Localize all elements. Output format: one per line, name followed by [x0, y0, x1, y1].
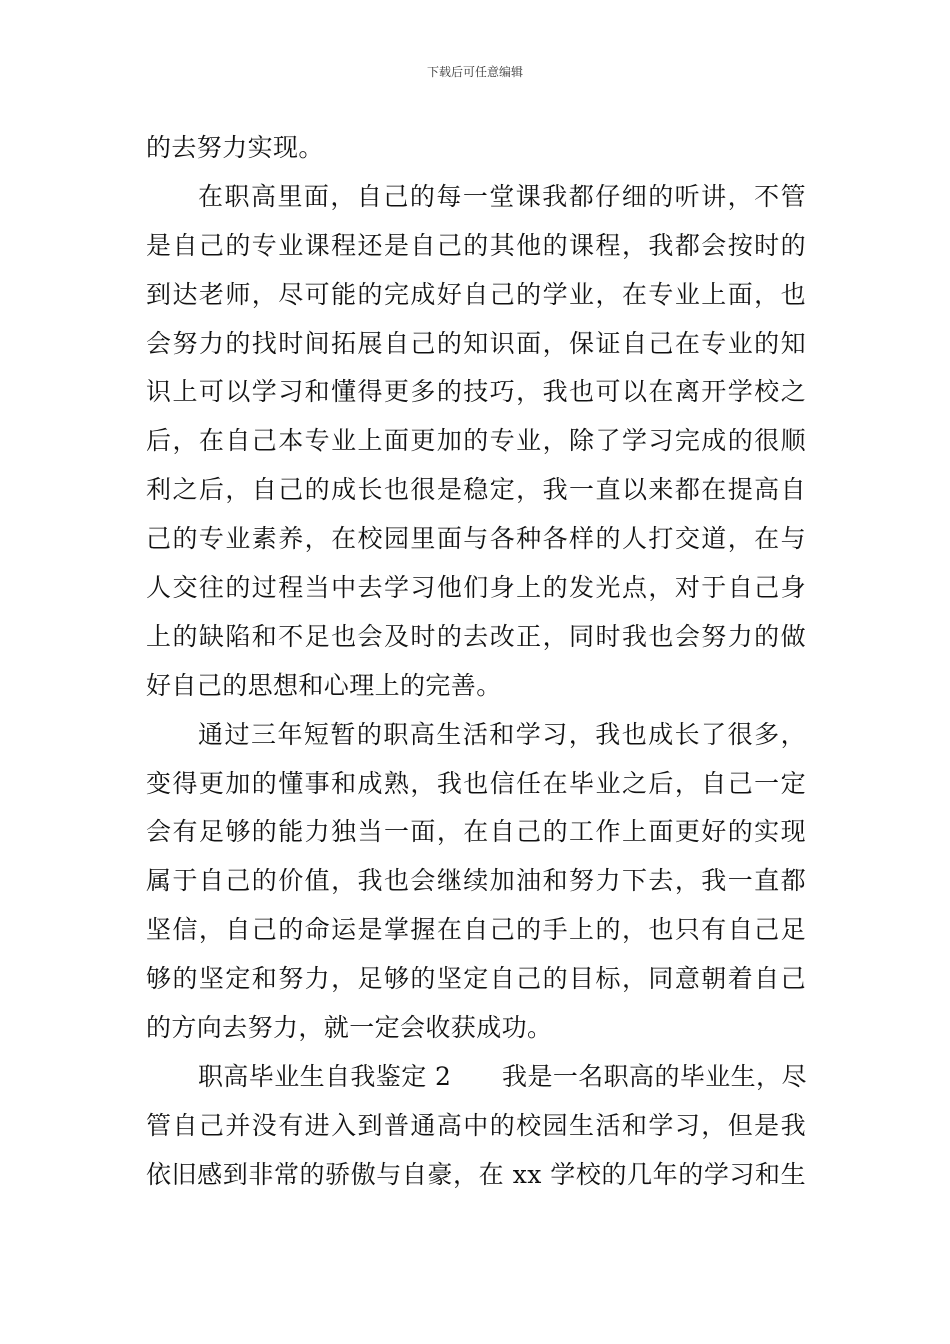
text-line: 管自己并没有进入到普通高中的校园生活和学习，但是我	[146, 1110, 806, 1140]
text-line: 利之后，自己的成长也很是稳定，我一直以来都在提高自	[146, 475, 806, 505]
text-line: 会有足够的能力独当一面，在自己的工作上面更好的实现	[146, 817, 806, 847]
text-line: 人交往的过程当中去学习他们身上的发光点，对于自己身	[146, 573, 806, 603]
document-body	[146, 124, 806, 1200]
text-line: 会努力的找时间拓展自己的知识面，保证自己在专业的知	[146, 328, 806, 358]
text-line: 的方向去努力，就一定会收获成功。	[146, 1013, 553, 1043]
text-line: 变得更加的懂事和成熟，我也信任在毕业之后，自己一定	[146, 768, 806, 798]
text-line: 依旧感到非常的骄傲与自豪，在 xx 学校的几年的学习和生	[146, 1159, 806, 1189]
text-line: 通过三年短暂的职高生活和学习，我也成长了很多，	[198, 719, 806, 749]
text-line: 职高毕业生自我鉴定 2 我是一名职高的毕业生，尽	[198, 1061, 807, 1091]
text-line: 坚信，自己的命运是掌握在自己的手上的，也只有自己足	[146, 915, 806, 945]
text-line: 的去努力实现。	[146, 133, 324, 162]
text-line: 在职高里面，自己的每一堂课我都仔细的听讲，不管	[198, 181, 806, 211]
text-line: 后，在自己本专业上面更加的专业，除了学习完成的很顺	[146, 426, 806, 456]
text-line: 己的专业素养，在校园里面与各种各样的人打交道，在与	[146, 524, 806, 554]
text-line: 属于自己的价值，我也会继续加油和努力下去，我一直都	[146, 866, 806, 896]
text-line: 上的缺陷和不足也会及时的去改正，同时我也会努力的做	[146, 621, 806, 651]
page-header: 下载后可任意编辑	[426, 65, 523, 79]
text-line: 好自己的思想和心理上的完善。	[146, 670, 502, 700]
text-line: 是自己的专业课程还是自己的其他的课程，我都会按时的	[146, 230, 806, 260]
text-line: 识上可以学习和懂得更多的技巧，我也可以在离开学校之	[146, 377, 806, 407]
text-line: 到达老师，尽可能的完成好自己的学业，在专业上面，也	[146, 279, 806, 309]
text-line: 够的坚定和努力，足够的坚定自己的目标，同意朝着自己	[146, 964, 806, 994]
